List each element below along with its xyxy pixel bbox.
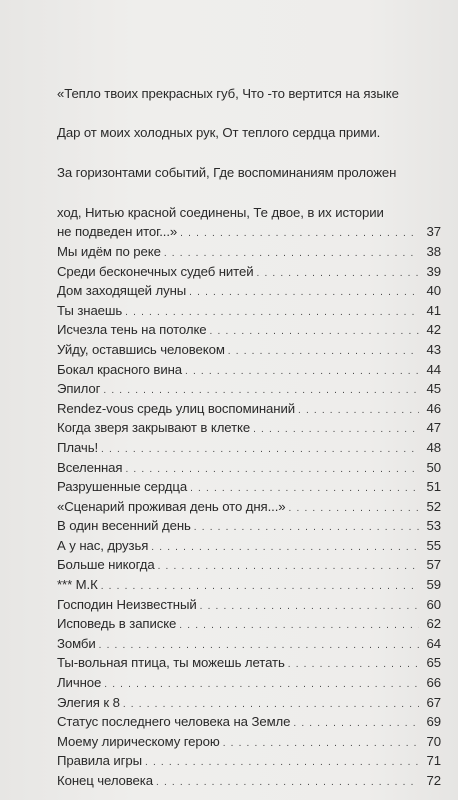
toc-entry-page: 38 [426, 243, 441, 259]
toc-entry-title: Плачь! [57, 439, 99, 455]
toc-leader-dots [185, 362, 419, 382]
toc-entry-title: Исчезла тень на потолке [57, 322, 207, 338]
toc-entry-title: Правила игры [57, 753, 143, 769]
toc-entry [57, 360, 441, 380]
toc-entry-title: Моему лирическому герою [57, 733, 220, 749]
toc-leader-dots [210, 322, 419, 342]
toc-entry-title: Ты знаешь [57, 302, 123, 318]
toc-entry [57, 340, 441, 360]
toc-entry-page: 59 [426, 577, 441, 593]
toc-entry [57, 653, 441, 673]
toc-entry-page: 44 [426, 361, 441, 377]
toc-entry-page: 41 [426, 302, 441, 318]
toc-entry-title: Когда зверя закрывают в клетке [57, 420, 251, 436]
toc-leader-dots [253, 420, 419, 440]
toc-entry [57, 634, 441, 654]
toc-entry [57, 222, 441, 242]
toc-entry-page: 72 [426, 773, 441, 788]
toc-entry-title: Ты-вольная птица, ты можешь летать [57, 655, 285, 671]
toc-entry-page: 69 [426, 714, 441, 730]
toc-entry-title: не подведен итог...» [57, 224, 178, 240]
toc-entry-title: *** М.К [57, 577, 98, 593]
toc-entry-page: 65 [426, 655, 441, 671]
toc-entry [57, 262, 441, 282]
toc-entry [57, 555, 441, 575]
toc-entry [57, 301, 441, 321]
toc-entry-page: 43 [426, 341, 441, 357]
toc-entry-page: 37 [426, 224, 441, 240]
toc-entry [57, 242, 441, 262]
toc-intro-line: ход, Нитью красной соединены, Те двое, в их истории [57, 204, 384, 220]
toc-entry [57, 477, 441, 497]
toc-leader-dots [256, 264, 419, 284]
toc-leader-dots [104, 675, 419, 695]
toc-leader-dots [189, 283, 419, 303]
toc-entry-title: Уйду, оставшись человеком [57, 341, 225, 357]
toc-leader-dots [180, 224, 419, 244]
toc-entry-title: Мы идём по реке [57, 243, 161, 259]
toc-intro-line: «Тепло твоих прекрасных губ, Что -то вертится на языке [57, 85, 399, 101]
toc-entry [57, 712, 441, 732]
toc-entry-page: 39 [426, 263, 441, 279]
toc-leader-dots [156, 773, 419, 793]
toc-entry [57, 418, 441, 438]
toc-entry-title: Больше никогда [57, 557, 155, 573]
toc-entry-title: Господин Неизвестный [57, 596, 197, 612]
toc-entry [57, 595, 441, 615]
toc-leader-dots [200, 597, 419, 617]
toc-entry-page: 40 [426, 283, 441, 299]
toc-entry [57, 673, 441, 693]
toc-entry-page: 50 [426, 459, 441, 475]
toc-entry-list [57, 242, 441, 791]
toc-entry-title: «Сценарий проживая день ото дня...» [57, 498, 286, 514]
toc-entry-page: 52 [426, 498, 441, 514]
toc-entry [57, 693, 441, 713]
toc-entry [57, 458, 441, 478]
toc-entry-page: 48 [426, 439, 441, 455]
toc-entry-page: 62 [426, 616, 441, 632]
toc-entry [57, 281, 441, 301]
toc-entry-title: Разрушенные сердца [57, 479, 188, 495]
toc-leader-dots [228, 342, 419, 362]
toc-entry-title: Эпилог [57, 381, 101, 397]
toc-entry [57, 732, 441, 752]
toc-entry-page: 64 [426, 635, 441, 651]
toc-entry-title: Конец человека [57, 773, 153, 788]
toc-entry-page: 66 [426, 675, 441, 691]
toc-entry-page: 42 [426, 322, 441, 338]
toc-entry-title: Бокал красного вина [57, 361, 182, 377]
toc-entry-page: 55 [426, 537, 441, 553]
toc-intro-text [57, 64, 441, 222]
toc-entry [57, 497, 441, 517]
toc-entry [57, 320, 441, 340]
toc-intro-line: За горизонтами событий, Где воспоминаниям проложен [57, 164, 397, 180]
toc-entry [57, 614, 441, 634]
toc-leader-dots [288, 655, 419, 675]
table-of-contents [57, 64, 441, 791]
toc-leader-dots [145, 753, 419, 773]
toc-entry-page: 71 [426, 753, 441, 769]
toc-leader-dots [158, 557, 419, 577]
toc-leader-dots [101, 440, 419, 460]
toc-entry [57, 771, 441, 791]
toc-entry [57, 575, 441, 595]
toc-entry-title: Зомби [57, 635, 96, 651]
toc-entry-title: Элегия к 8 [57, 694, 120, 710]
toc-entry-title: Личное [57, 675, 102, 691]
toc-entry-title: Вселенная [57, 459, 123, 475]
toc-leader-dots [293, 714, 419, 734]
toc-entry-title: Среди бесконечных судеб нитей [57, 263, 254, 279]
toc-entry-page: 46 [426, 400, 441, 416]
toc-entry-title: В один весенний день [57, 518, 191, 534]
toc-entry [57, 399, 441, 419]
toc-leader-dots [151, 538, 419, 558]
toc-entry [57, 379, 441, 399]
toc-entry [57, 751, 441, 771]
toc-leader-dots [194, 518, 419, 538]
toc-entry-page: 47 [426, 420, 441, 436]
toc-entry-page: 51 [426, 479, 441, 495]
toc-entry-title: Статус последнего человека на Земле [57, 714, 291, 730]
toc-leader-dots [223, 734, 419, 754]
toc-entry-page: 57 [426, 557, 441, 573]
toc-entry [57, 438, 441, 458]
toc-entry-title: Дом заходящей луны [57, 283, 187, 299]
toc-leader-dots [289, 499, 419, 519]
toc-entry-title: Исповедь в записке [57, 616, 177, 632]
toc-leader-dots [298, 401, 419, 421]
toc-entry-page: 60 [426, 596, 441, 612]
toc-entry-page: 67 [426, 694, 441, 710]
toc-intro-line: Дар от моих холодных рук, От теплого сердца прими. [57, 125, 381, 141]
toc-entry [57, 516, 441, 536]
toc-entry [57, 536, 441, 556]
toc-entry-title: А у нас, друзья [57, 537, 149, 553]
toc-leader-dots [179, 616, 419, 636]
toc-entry-page: 70 [426, 733, 441, 749]
toc-entry-page: 53 [426, 518, 441, 534]
toc-entry-page: 45 [426, 381, 441, 397]
toc-entry-title: Rendez-vous средь улиц воспоминаний [57, 400, 295, 416]
